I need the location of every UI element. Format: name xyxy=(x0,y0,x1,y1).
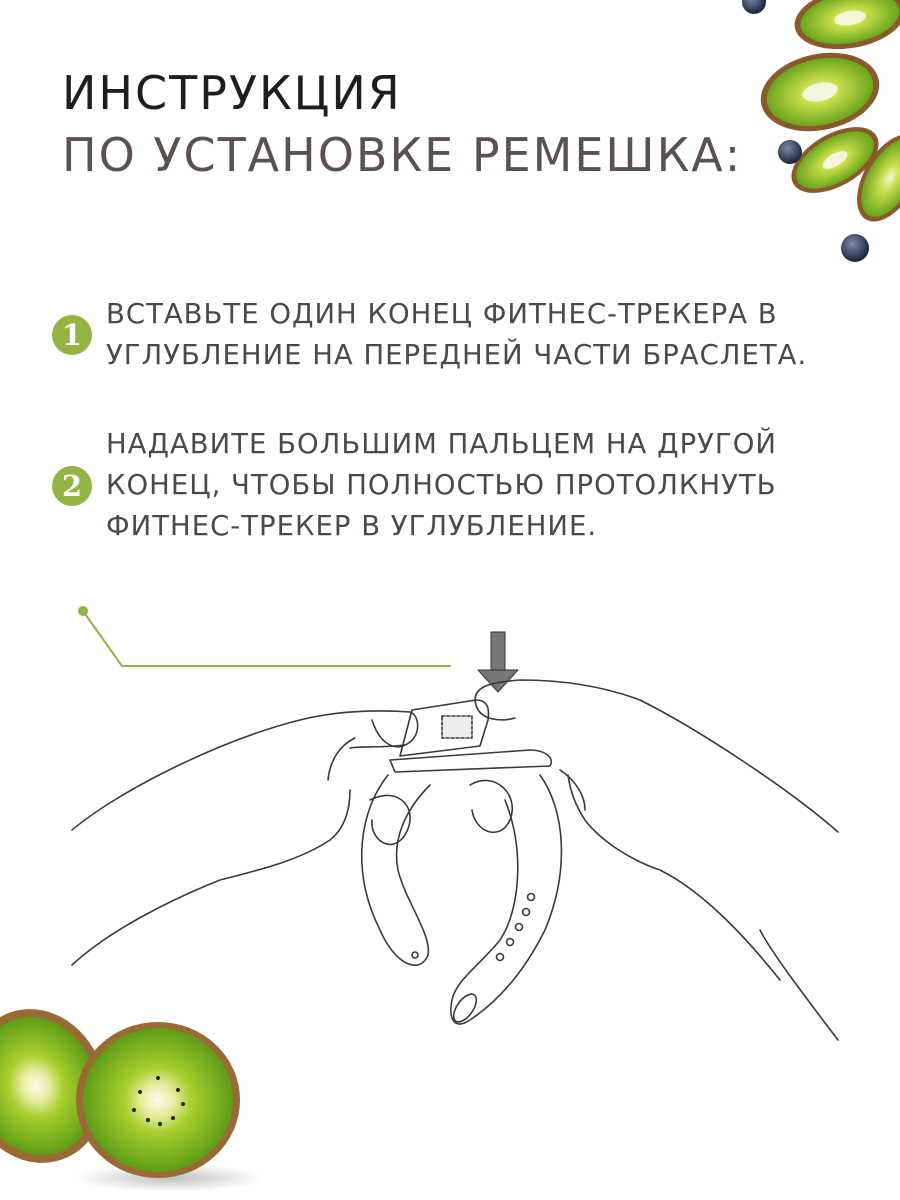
step-number-badge: 1 xyxy=(52,315,92,355)
kiwi-halves-decoration xyxy=(0,1000,260,1200)
page-subtitle: ПО УСТАНОВКЕ РЕМЕШКА: xyxy=(62,128,743,182)
kiwi-slices-decoration xyxy=(690,0,900,280)
step-number-badge: 2 xyxy=(52,466,92,506)
step-text: НАДАВИТЕ БОЛЬШИМ ПАЛЬЦЕМ НА ДРУГОЙ КОНЕЦ, ЧТОБЫ ПОЛНОСТЬЮ ПРОТОЛКНУТЬ ФИТНЕС-ТРЕКЕР В УГЛУБЛЕНИЕ. xyxy=(106,428,777,542)
installation-illustration xyxy=(0,570,900,1070)
page-title: ИНСТРУКЦИЯ xyxy=(62,66,402,120)
step-text: ВСТАВЬТЕ ОДИН КОНЕЦ ФИТНЕС-ТРЕКЕРА В УГЛУБЛЕНИЕ НА ПЕРЕДНЕЙ ЧАСТИ БРАСЛЕТА. xyxy=(106,298,808,371)
blueberry-icon xyxy=(778,140,802,164)
callout-line xyxy=(83,611,450,666)
step-1 xyxy=(52,294,846,376)
step-2 xyxy=(52,424,846,547)
blueberry-icon xyxy=(841,234,869,262)
blueberry-icon xyxy=(742,0,766,14)
